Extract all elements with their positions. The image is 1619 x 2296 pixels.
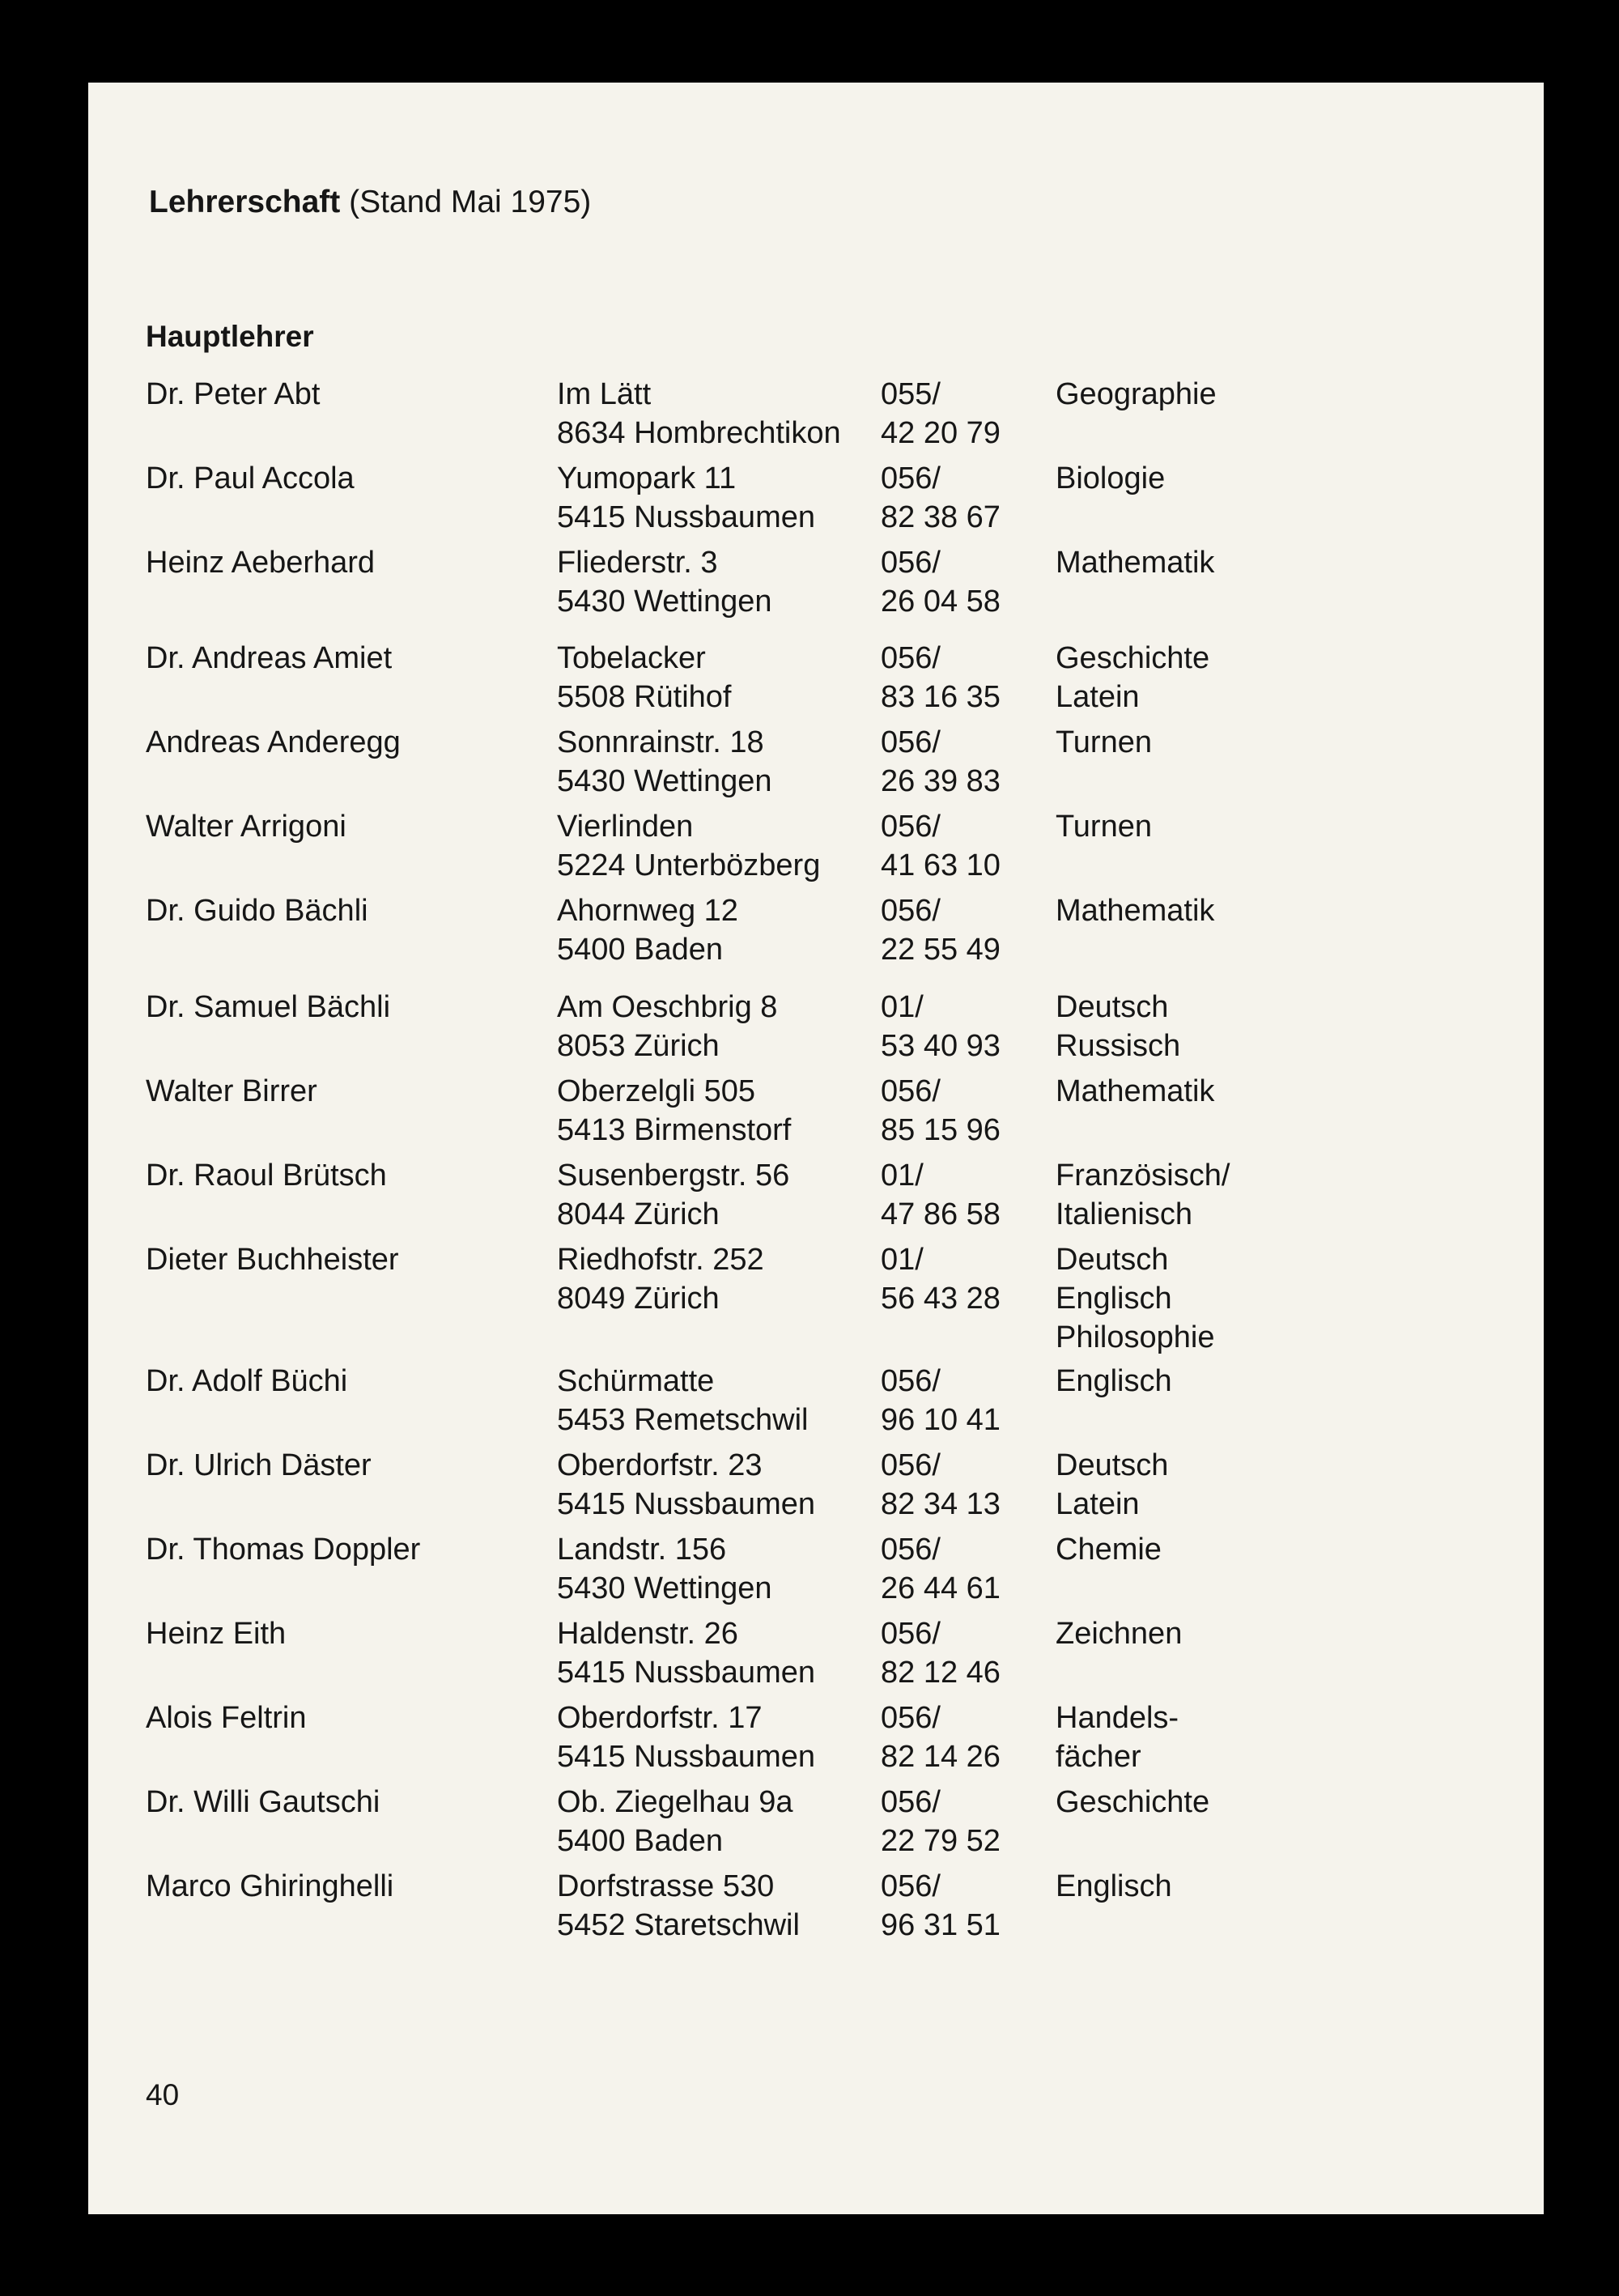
phone-area: 056/	[881, 1074, 941, 1108]
phone-area: 056/	[881, 1448, 941, 1482]
teacher-phone	[881, 891, 1001, 969]
teacher-city: 5413 Birmenstorf	[557, 1113, 792, 1147]
subject: Philosophie	[1056, 1320, 1215, 1354]
teacher-name: Dr. Raoul Brütsch	[146, 1159, 387, 1193]
teacher-phone	[881, 1362, 1001, 1439]
teacher-phone	[881, 723, 1001, 801]
section-title: Hauptlehrer	[146, 320, 314, 353]
teacher-phone	[881, 807, 1001, 885]
phone-area: 056/	[881, 725, 941, 759]
teacher-street: Am Oeschbrig 8	[557, 990, 778, 1024]
teacher-subjects	[1056, 891, 1214, 930]
teacher-name: Dr. Adolf Büchi	[146, 1364, 348, 1398]
subject: Handels-	[1056, 1701, 1179, 1735]
phone-area: 056/	[881, 461, 941, 495]
subject: Englisch	[1056, 1282, 1172, 1316]
teacher-address	[557, 375, 841, 453]
teacher-subjects	[1056, 1699, 1179, 1776]
teacher-city: 8044 Zürich	[557, 1197, 720, 1231]
teacher-subjects	[1056, 1362, 1172, 1401]
teacher-city: 5453 Remetschwil	[557, 1403, 809, 1437]
teacher-address	[557, 807, 820, 885]
teacher-city: 5415 Nussbaumen	[557, 1656, 815, 1690]
subject: Turnen	[1056, 810, 1152, 844]
teacher-street: Haldenstr. 26	[557, 1617, 738, 1651]
teacher-city: 5415 Nussbaumen	[557, 1487, 815, 1521]
phone-number: 53 40 93	[881, 1029, 1001, 1063]
teacher-name: Dr. Peter Abt	[146, 377, 321, 411]
teacher-address	[557, 1240, 764, 1318]
teacher-street: Schürmatte	[557, 1364, 715, 1398]
teacher-phone	[881, 1867, 1001, 1945]
teacher-subjects	[1056, 1614, 1182, 1653]
teacher-subjects	[1056, 1867, 1172, 1906]
subject: Zeichnen	[1056, 1617, 1183, 1651]
teacher-street: Oberzelgli 505	[557, 1074, 756, 1108]
teacher-name: Walter Birrer	[146, 1074, 317, 1108]
teacher-subjects	[1056, 375, 1217, 414]
page-heading	[149, 183, 591, 222]
teacher-phone	[881, 1446, 1001, 1524]
teacher-street: Ahornweg 12	[557, 894, 738, 928]
teacher-street: Riedhofstr. 252	[557, 1243, 764, 1277]
teacher-subjects	[1056, 807, 1152, 846]
teacher-city: 5400 Baden	[557, 1824, 723, 1858]
teacher-phone	[881, 459, 1001, 537]
teacher-phone	[881, 375, 1001, 453]
teacher-street: Yumopark 11	[557, 461, 737, 495]
teacher-street: Oberdorfstr. 17	[557, 1701, 763, 1735]
phone-number: 56 43 28	[881, 1282, 1001, 1316]
teacher-subjects	[1056, 1783, 1209, 1822]
teacher-subjects	[1056, 1072, 1214, 1111]
teacher-subjects	[1056, 988, 1180, 1065]
teacher-street: Susenbergstr. 56	[557, 1159, 790, 1193]
phone-number: 26 04 58	[881, 585, 1001, 619]
teacher-subjects	[1056, 1156, 1230, 1234]
phone-area: 056/	[881, 810, 941, 844]
subject: Geschichte	[1056, 641, 1210, 675]
teacher-address	[557, 1156, 789, 1234]
phone-number: 96 31 51	[881, 1908, 1001, 1942]
teacher-name: Dr. Ulrich Däster	[146, 1448, 372, 1482]
teacher-address	[557, 1783, 793, 1860]
subject: Mathematik	[1056, 894, 1215, 928]
phone-area: 01/	[881, 990, 924, 1024]
teacher-address	[557, 1446, 815, 1524]
teacher-address	[557, 1614, 815, 1692]
phone-area: 056/	[881, 546, 941, 580]
phone-number: 82 14 26	[881, 1740, 1001, 1774]
teacher-phone	[881, 639, 1001, 716]
phone-number: 82 34 13	[881, 1487, 1001, 1521]
subject: Italienisch	[1056, 1197, 1192, 1231]
teacher-city: 5415 Nussbaumen	[557, 500, 815, 534]
teacher-city: 8634 Hombrechtikon	[557, 416, 841, 450]
subject: Latein	[1056, 1487, 1140, 1521]
phone-area: 056/	[881, 1785, 941, 1819]
teacher-street: Oberdorfstr. 23	[557, 1448, 763, 1482]
teacher-name: Dr. Samuel Bächli	[146, 990, 391, 1024]
subject: Deutsch	[1056, 990, 1169, 1024]
teacher-city: 8049 Zürich	[557, 1282, 720, 1316]
teacher-name: Marco Ghiringhelli	[146, 1869, 394, 1903]
phone-area: 056/	[881, 1533, 941, 1567]
teacher-subjects	[1056, 543, 1214, 582]
teacher-name: Walter Arrigoni	[146, 810, 346, 844]
teacher-name: Dr. Paul Accola	[146, 461, 355, 495]
phone-area: 056/	[881, 641, 941, 675]
teacher-address	[557, 1530, 772, 1608]
teacher-name: Dr. Thomas Doppler	[146, 1533, 421, 1567]
phone-area: 01/	[881, 1243, 924, 1277]
teacher-street: Fliederstr. 3	[557, 546, 718, 580]
teacher-address	[557, 1699, 815, 1776]
phone-number: 83 16 35	[881, 680, 1001, 714]
teacher-name: Andreas Anderegg	[146, 725, 401, 759]
teacher-street: Tobelacker	[557, 641, 706, 675]
teacher-name: Heinz Aeberhard	[146, 546, 376, 580]
phone-area: 056/	[881, 1364, 941, 1398]
phone-number: 47 86 58	[881, 1197, 1001, 1231]
teacher-subjects	[1056, 1530, 1162, 1569]
teacher-city: 5415 Nussbaumen	[557, 1740, 815, 1774]
teacher-phone	[881, 1530, 1001, 1608]
teacher-city: 5452 Staretschwil	[557, 1908, 800, 1942]
teacher-city: 5430 Wettingen	[557, 1571, 772, 1605]
subject: Englisch	[1056, 1869, 1172, 1903]
subject: Geographie	[1056, 377, 1217, 411]
phone-number: 82 38 67	[881, 500, 1001, 534]
phone-area: 056/	[881, 1701, 941, 1735]
phone-number: 41 63 10	[881, 848, 1001, 882]
teacher-phone	[881, 1240, 1001, 1318]
teacher-city: 5400 Baden	[557, 933, 723, 967]
heading-bold: Lehrerschaft	[149, 185, 341, 219]
teacher-name: Alois Feltrin	[146, 1701, 307, 1735]
teacher-address	[557, 891, 738, 969]
phone-area: 056/	[881, 1617, 941, 1651]
teacher-street: Im Lätt	[557, 377, 652, 411]
phone-area: 056/	[881, 1869, 941, 1903]
teacher-address	[557, 1072, 791, 1150]
teacher-city: 8053 Zürich	[557, 1029, 720, 1063]
subject: Deutsch	[1056, 1448, 1169, 1482]
teacher-city: 5430 Wettingen	[557, 764, 772, 798]
teacher-city: 5508 Rütihof	[557, 680, 732, 714]
teacher-street: Ob. Ziegelhau 9a	[557, 1785, 793, 1819]
teacher-name: Dr. Willi Gautschi	[146, 1785, 380, 1819]
teacher-street: Sonnrainstr. 18	[557, 725, 764, 759]
teacher-phone	[881, 543, 1001, 621]
phone-area: 056/	[881, 894, 941, 928]
teacher-name: Dr. Andreas Amiet	[146, 641, 393, 675]
subject: Russisch	[1056, 1029, 1181, 1063]
phone-area: 055/	[881, 377, 941, 411]
teacher-subjects	[1056, 1446, 1168, 1524]
teacher-subjects	[1056, 639, 1209, 716]
phone-number: 42 20 79	[881, 416, 1001, 450]
teacher-street: Landstr. 156	[557, 1533, 727, 1567]
subject: Mathematik	[1056, 546, 1215, 580]
phone-number: 22 79 52	[881, 1824, 1001, 1858]
teacher-street: Dorfstrasse 530	[557, 1869, 775, 1903]
teacher-address	[557, 723, 772, 801]
teacher-name: Dr. Guido Bächli	[146, 894, 368, 928]
subject: Französisch/	[1056, 1159, 1230, 1193]
subject: Geschichte	[1056, 1785, 1210, 1819]
teacher-address	[557, 1867, 800, 1945]
teacher-subjects	[1056, 723, 1152, 762]
teacher-subjects	[1056, 1240, 1214, 1357]
page-number: 40	[146, 2078, 180, 2111]
subject: Deutsch	[1056, 1243, 1169, 1277]
subject: fächer	[1056, 1740, 1141, 1774]
teacher-phone	[881, 1783, 1001, 1860]
teacher-street: Vierlinden	[557, 810, 694, 844]
teacher-phone	[881, 1072, 1001, 1150]
teacher-phone	[881, 1614, 1001, 1692]
phone-number: 26 44 61	[881, 1571, 1001, 1605]
phone-number: 85 15 96	[881, 1113, 1001, 1147]
teacher-address	[557, 543, 772, 621]
phone-number: 82 12 46	[881, 1656, 1001, 1690]
teacher-address	[557, 1362, 808, 1439]
teacher-name: Heinz Eith	[146, 1617, 287, 1651]
teacher-address	[557, 988, 777, 1065]
subject: Turnen	[1056, 725, 1152, 759]
phone-area: 01/	[881, 1159, 924, 1193]
teacher-phone	[881, 1156, 1001, 1234]
teacher-phone	[881, 1699, 1001, 1776]
subject: Biologie	[1056, 461, 1166, 495]
phone-number: 26 39 83	[881, 764, 1001, 798]
teacher-name: Dieter Buchheister	[146, 1243, 399, 1277]
subject: Latein	[1056, 680, 1140, 714]
teacher-address	[557, 459, 815, 537]
teacher-address	[557, 639, 732, 716]
subject: Mathematik	[1056, 1074, 1215, 1108]
teacher-city: 5430 Wettingen	[557, 585, 772, 619]
subject: Englisch	[1056, 1364, 1172, 1398]
teacher-phone	[881, 988, 1001, 1065]
phone-number: 96 10 41	[881, 1403, 1001, 1437]
phone-number: 22 55 49	[881, 933, 1001, 967]
teacher-city: 5224 Unterbözberg	[557, 848, 821, 882]
teacher-subjects	[1056, 459, 1165, 498]
subject: Chemie	[1056, 1533, 1162, 1567]
heading-rest: (Stand Mai 1975)	[340, 185, 592, 219]
